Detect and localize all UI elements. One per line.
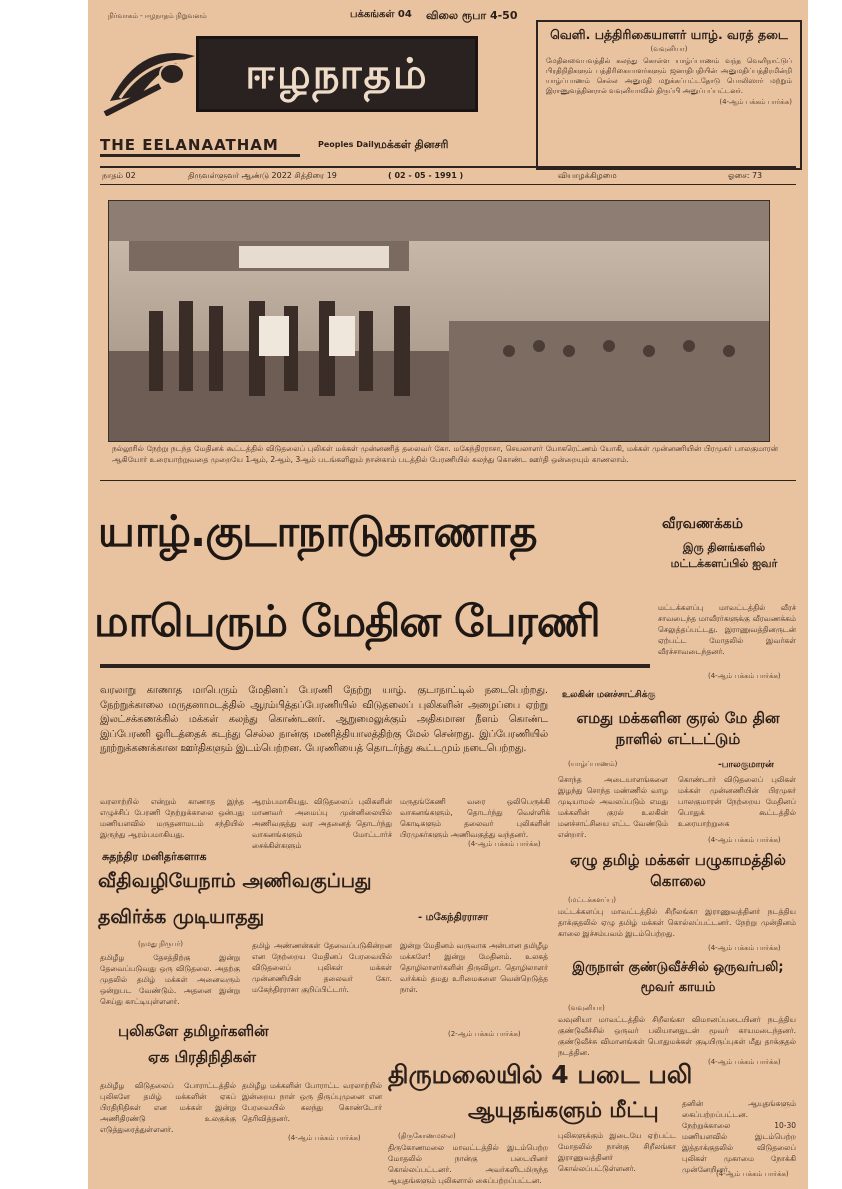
free-citizens-col1: தமிழீழ தேசத்திற்கு இன்று தேவைப்படுவது ஒரு விடுதலை. அதற்கு முதலில் தமிழ் மக்கள் அனைவரும் ஒன்றுபட வேண்டும். அதனை இன்று செய்து காட்டியுள்ளனர். bbox=[100, 953, 240, 1006]
free-citizens-line1: வீதிவழியேநாம் அணிவகுப்பது bbox=[98, 870, 372, 892]
bomb-title: இருநாள் குண்டுவீச்சில் ஒருவர்பலி; மூவர் காயம் bbox=[572, 960, 784, 995]
ezhu-tamil-source: (மட்டக்களப்பு) bbox=[568, 896, 616, 904]
logo-text: ஈழநாதம் bbox=[245, 49, 429, 98]
english-title: THE EELANAATHAM bbox=[100, 136, 279, 154]
conscience-body-right: கொண்டார் விடுதலைப் புலிகள் மக்கள் முன்னணியின் பிரமுகர் பாலகுமாரன் நேற்றைய மேதினப் பொதுக் கூட்டத்தில் உரையாற்றுகை bbox=[678, 775, 796, 828]
ezhu-tamil-body: மட்டக்களப்பு மாவட்டத்தில் சிறீலங்கா இராணுவத்தினர் நடத்திய தாக்குதலில் ஏழு தமிழ் மக்கள் கொல்லப்பட்டனர். நேற்று முன்தினம் காலை இச்சம்பவம் இடம்பெற்றது. bbox=[558, 907, 796, 938]
bomb-body: வவுனியா மாவட்டத்தில் சிறீலங்கா விமானப்படையினர் நடத்திய குண்டுவீச்சில் ஒருவர் பலியானதுடன் மூவர் காயமடைந்தனர். குண்டுவீச்சு விமானங்கள் பொதுமக்கள் குடியிருப்புகள் மீது தாக்குதல் நடத்தின. bbox=[558, 1015, 796, 1057]
weekday: வியாழக்கிழமை bbox=[558, 171, 617, 180]
conscience-byline: -பாலகுமாரன் bbox=[718, 760, 774, 770]
main-col1: வரலாற்றில் என்றும் காணாத இந்த எழுச்சிப் பேரணி நேற்றுக்காலை ஒன்பது மணியளவில் மருதனாமடம் சந்தியில் இருந்து ஆரம்பமாகியது. bbox=[100, 797, 244, 839]
trinco-source: (திருகோணமலை) bbox=[398, 1132, 456, 1140]
issue-number: நாதம் 02 bbox=[102, 171, 136, 180]
page-count: பக்கங்கள் 04 bbox=[350, 9, 412, 20]
main-lead: வரலாறு காணாத மாபெரும் மேதினப் பேரணி நேற்று யாழ். குடாநாட்டில் நடைபெற்றது. நேற்றுக்காலை மருதனாமடத்தில் ஆரம்பித்தப்பேரணியில் விடுதலைப் புலிகளின் அழைப்பை ஏற்று இலட்சக்கணக்கில் மக்கள் கலந்து கொண்டனர். ஆறுமைலுக்கும் அதிகமான நீளம் கொண்ட இப்பேரணி ஓரிடத்தைக் கடந்து செல்ல நான்கு மணித்தியாலத்திற்கு மேல் சென்றது. இப்பேரணியில் நூற்றுக்கணக்கான ஊர்திகளும் இடம்பெற்றன. பேரணியைத் தொடர்ந்து கூட்டமும் நடைபெற்றது. bbox=[100, 685, 548, 755]
newspaper-page bbox=[88, 0, 808, 1189]
trinco-col3: தனின் ஆயுதங்களும் கைப்பற்றப்பட்டன. நேற்றுக்காலை 10-30 மணியளவில் இடம்பெற்ற இத்தாக்குதலில் விடுதலைப் புலிகள் முகாமை நோக்கி முன்னேறினர். bbox=[682, 1099, 796, 1174]
conscience-continued: (4-ஆம் பக்கம் பார்க்க) bbox=[708, 836, 781, 844]
free-citizens-continued: (2-ஆம் பக்கம் பார்க்க) bbox=[448, 1030, 521, 1038]
headline-rule bbox=[100, 664, 650, 668]
free-citizens-col2: தமிழ் அண்ணன்கள் தேவைப்படுகின்றன என நேற்றைய மேதினப் பேரவையில் விடுதலைப் புலிகள் மக்கள் முன்னணியின் தலைவர் கோ. மகேந்திரராசா குறிப்பிட்டார். bbox=[252, 941, 392, 994]
top-story-title: வெளி. பத்திரிகையாளர் யாழ். வரத் தடை bbox=[550, 27, 788, 42]
main-col2: ஆரம்பமாகியது. விடுதலைப் புலிகளின் மாணவர் அமைப்பு முன்னிலையில் அணிவகுத்து வர அதனைத் தொடர்ந்து வாகனங்களும் மோட்டார்ச் சைக்கிள்களும் bbox=[252, 797, 392, 850]
free-citizens-line2: தவிர்க்க முடியாதது bbox=[98, 906, 265, 928]
main-col3: மருதங்கேணி வரை ஒலிபெருக்கி வாகனங்களும், தொடர்ந்து வெள்ளிக் கொடிகளும் தலைவர் புலிகளின் பிரமுகர்களும் அணிவகுத்து வந்தனர். bbox=[400, 797, 550, 839]
price: விலை ரூபா 4-50 bbox=[426, 9, 518, 22]
veeravanakkam-continued: (4-ஆம் பக்கம் பார்க்க) bbox=[708, 672, 781, 680]
tigers-rep-continued: (4-ஆம் பக்கம் பார்க்க) bbox=[288, 1134, 361, 1142]
ezhu-tamil-title: ஏழு தமிழ் மக்கள் பழுகாமத்தில் கொலை bbox=[570, 851, 786, 890]
dateline-rule-top bbox=[100, 166, 796, 168]
caption-rule bbox=[100, 480, 796, 481]
peoples-daily: Peoples Daily bbox=[318, 140, 379, 149]
top-story-body: மேதினவைபவத்தில் கலந்து கொள்ள யாழ்ப்பாணம் வந்த வெளிநாட்டுப் பிரதிநிதிகளும் பத்திரிகையாளர்களும் ஜனாதிபதியின் அனுமதிப்பத்திரமின்றி யாழ்ப்பாணம் செல்ல அனுமதி மறுக்கப்பட்டதோடு பொலிஸார் மற்றும் இராணுவத்தினரால் வவுனியாவில் திருப்பி அனுப்பப்பட்டனர். bbox=[546, 57, 792, 95]
free-citizens-byline: - மகேந்திரராசா bbox=[418, 912, 489, 923]
top-story-continued: (4-ஆம் பக்கம் பார்க்க) bbox=[719, 98, 792, 106]
main-headline-line2: மாபெரும் மேதின பேரணி bbox=[94, 597, 600, 647]
free-citizens-source: (நமது நிருபர்) bbox=[138, 940, 184, 948]
voice-number: ஓசை: 73 bbox=[728, 171, 763, 180]
trinco-sub: ஆயுதங்களும் மீட்பு bbox=[468, 1098, 659, 1122]
eye-logo-icon bbox=[100, 36, 200, 116]
free-citizens-col3: இன்று மேதினம் வருவாக அன்பான தமிழீழ மக்களே! இன்று மேதினம். உலகத் தொழிலாளர்களின் திருவிழா. தொழிலாளர் வர்க்கம் தமது உரிமைகளை வென்றெடுத்த நாள். bbox=[400, 941, 548, 994]
trinco-title: திருமலையில் 4 படை பலி bbox=[388, 1060, 693, 1089]
main-continued: (4-ஆம் பக்கம் பார்க்க) bbox=[468, 840, 541, 848]
veeravanakkam-sub: இரு தினங்களில் மட்டக்களப்பில் ஐவர் bbox=[670, 541, 778, 570]
top-story-box bbox=[536, 20, 802, 170]
trinco-col1: திருகோணமலை மாவட்டத்தில் இடம்பெற்ற மோதலில் நான்கு படையினர் கொல்லப்பட்டனர். அவர்களிடமிருந்த ஆயுதங்களும் புலிகளால் கைப்பற்றப்பட்டன. bbox=[388, 1143, 548, 1185]
veeravanakkam-title: வீரவணக்கம் bbox=[662, 516, 744, 532]
tigers-rep-col1: தமிழீழ விடுதலைப் போராட்டத்தில் புலிகளே தமிழ் மக்களின் ஏகப் பிரதிநிதிகள் என மக்கள் இன்று அணிதிரண்டு உலகுக்கு எடுத்துரைத்துள்ளனர். bbox=[100, 1081, 236, 1134]
photo-caption: நல்லூரில் நேற்று நடந்த மேதினக் கூட்டத்தில் விடுதலைப் புலிகள் மக்கள் முன்னணித் தலைவர் கோ. மகேந்திரராசா, செயலாளர் யோகரெட்ணம் யோகி, மக்கள் முன்னணியின் பிரமுகர் பாலகுமாரன் ஆகியோர் உரையாற்றுவதை முறையே 1ஆம், 2ஆம், 3ஆம் படங்களிலும் நான்காம் படத்தில் பேரணியில் கலந்து கொண்ட ஊர்தி ஒன்றையும் காணலாம். bbox=[112, 444, 778, 464]
conscience-source: (யாழ்ப்பாணம்) bbox=[568, 760, 618, 768]
ezhu-tamil-continued: (4-ஆம் பக்கம் பார்க்க) bbox=[708, 944, 781, 952]
tamil-daily: மக்கள் தினசரி bbox=[378, 138, 449, 151]
bomb-source: (வவுனியா) bbox=[568, 1004, 605, 1012]
top-story-source: (வவுனியா) bbox=[650, 45, 688, 53]
dateline-rule-bottom bbox=[100, 184, 796, 185]
trinco-col2: புலிகளுக்கும் இடையே ஏற்பட்ட மோதலில் நான்கு சிறீலங்கா இராணுவத்தினர் கொல்லப்பட்டுள்ளனர். bbox=[558, 1131, 676, 1173]
veeravanakkam-body: மட்டக்களப்பு மாவட்டத்தில் வீரச் சாவடைந்த மாவீரர்களுக்கு வீரவணக்கம் செலுத்தப்பட்டது. இராணுவத்தினருடன் ஏற்பட்ட மோதலில் இவர்கள் வீரச்சாவடைந்தனர். bbox=[658, 603, 796, 656]
tigers-rep-col2: தமிழீழ மக்களின் போராட்ட வரலாற்றில் இன்றைய நாள் ஒரு திருப்புமுனை என பேரவையில் கலந்து கொண்டோர் தெரிவித்தனர். bbox=[242, 1081, 382, 1123]
conscience-title: எமது மக்களின குரல் மே தின நாளில் எட்டட்டும் bbox=[576, 709, 780, 748]
tamil-date: திருவள்ளுவர் ஆண்டு 2022 சித்திரை 19 bbox=[188, 171, 337, 180]
date: ( 02 - 05 - 1991 ) bbox=[388, 171, 464, 180]
rally-photo bbox=[108, 200, 770, 442]
conscience-body-left: சொந்த அடையாளங்களை இழந்து சொந்த மண்ணில் வாழ முடியாமல் அவலப்படும் எமது மக்களின் குரல் உலகின் மனச்சாட்சியை எட்ட வேண்டும் என்றார். bbox=[558, 775, 668, 839]
tigers-rep-line1: புலிகளே தமிழர்களின் bbox=[118, 1022, 269, 1040]
free-citizens-kicker: சுதந்திர மனிதர்களாக bbox=[102, 850, 207, 863]
tigers-rep-line2: ஏக பிரதிநிதிகள் bbox=[148, 1048, 257, 1066]
conscience-kicker: உலகின் மனச்சாட்சிக்கு bbox=[562, 690, 656, 700]
main-headline-line1: யாழ்.குடாநாடுகாணாத bbox=[98, 507, 537, 557]
trinco-continued: (4-ஆம் பக்கம் பார்க்க) bbox=[716, 1170, 789, 1178]
bomb-continued: (4-ஆம் பக்கம் பார்க்க) bbox=[708, 1058, 781, 1066]
masthead-logo bbox=[196, 36, 478, 112]
printer-line: நிர்வாகம் - ஈழநாதம் நிறுவனம் bbox=[108, 12, 207, 20]
title-underline bbox=[100, 154, 300, 157]
